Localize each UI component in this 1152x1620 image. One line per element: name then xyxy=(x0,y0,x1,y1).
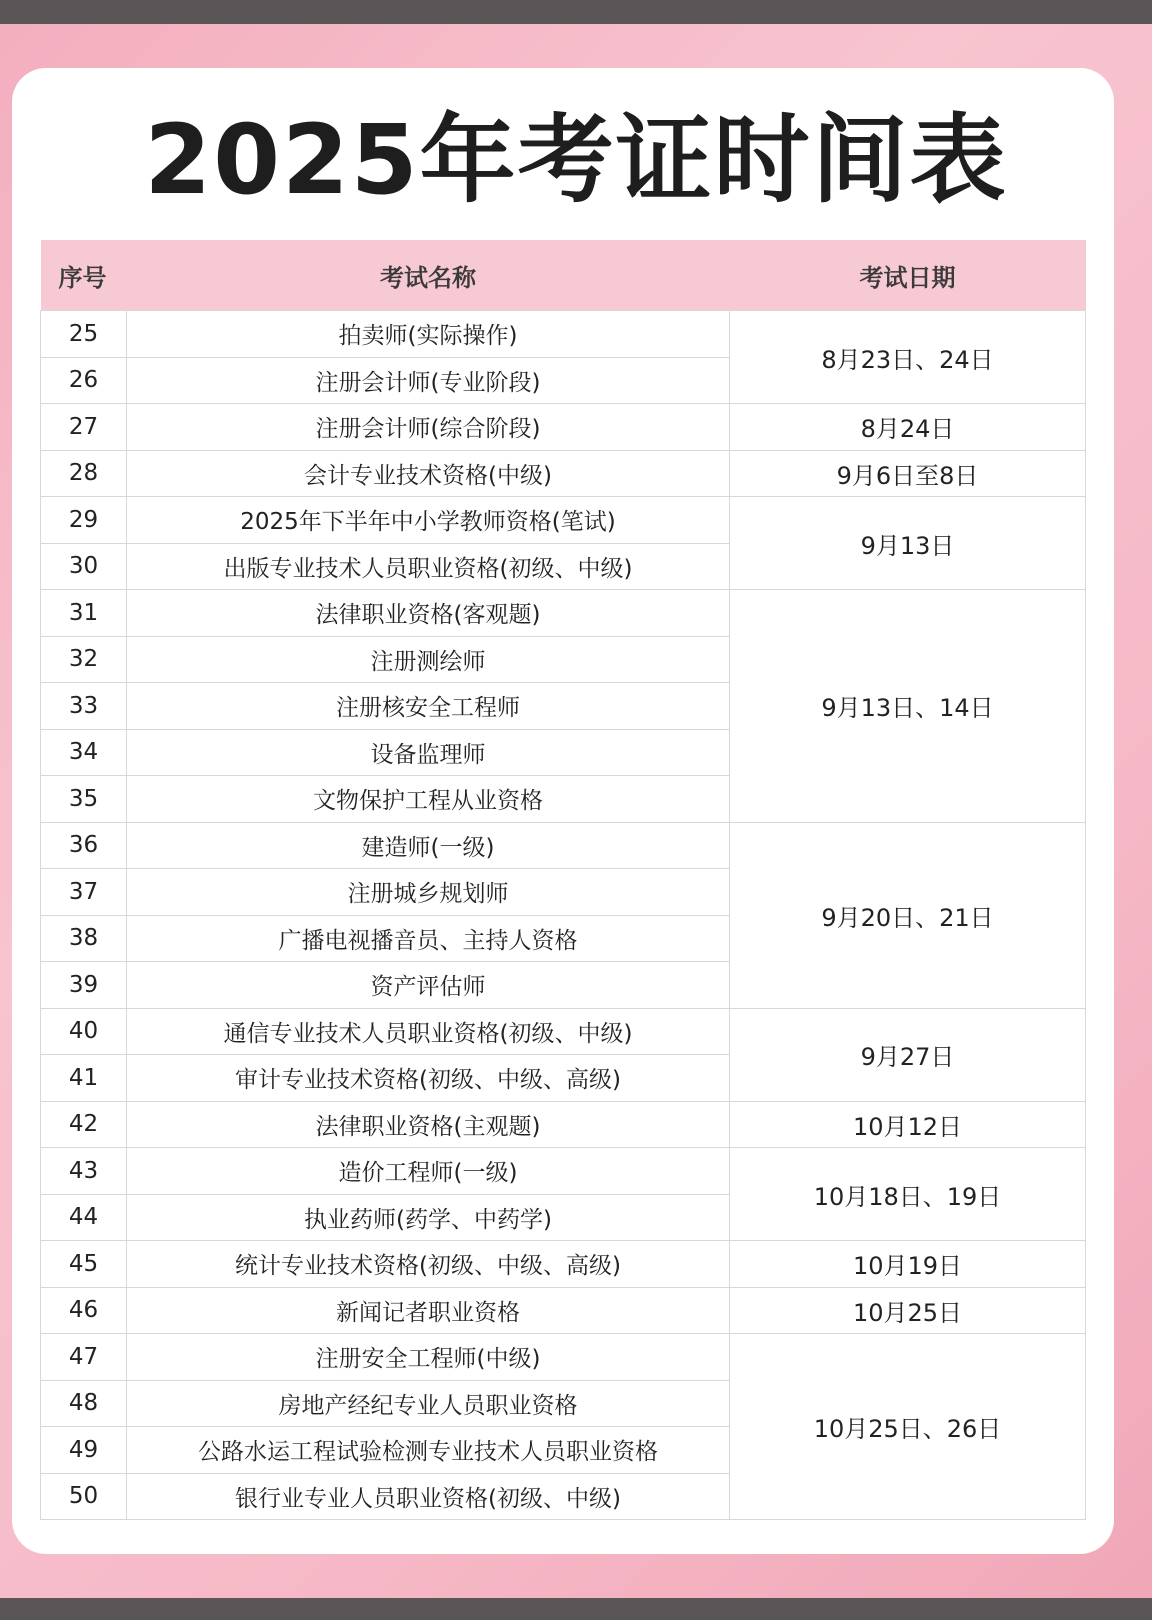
row-number: 42 xyxy=(41,1101,127,1148)
exam-date: 10月12日 xyxy=(730,1101,1086,1148)
table-row xyxy=(41,404,1086,451)
row-number: 37 xyxy=(41,869,127,916)
exam-name: 建造师(一级) xyxy=(127,822,730,869)
exam-date: 9月13日 xyxy=(730,497,1086,590)
bottom-frame-bar xyxy=(0,1598,1152,1620)
row-number: 36 xyxy=(41,822,127,869)
exam-name: 出版专业技术人员职业资格(初级、中级) xyxy=(127,543,730,590)
exam-name: 审计专业技术资格(初级、中级、高级) xyxy=(127,1055,730,1102)
row-number: 41 xyxy=(41,1055,127,1102)
header-exam-date: 考试日期 xyxy=(730,240,1086,311)
table-body xyxy=(41,311,1086,1520)
header-number: 序号 xyxy=(41,240,127,311)
row-number: 43 xyxy=(41,1148,127,1195)
page-title: 2025年考证时间表 xyxy=(144,104,1008,216)
top-frame-bar xyxy=(0,0,1152,24)
row-number: 47 xyxy=(41,1334,127,1381)
table-row xyxy=(41,311,1086,358)
table-header-row xyxy=(41,240,1086,311)
exam-name: 银行业专业人员职业资格(初级、中级) xyxy=(127,1473,730,1520)
exam-date: 8月24日 xyxy=(730,404,1086,451)
exam-name: 广播电视播音员、主持人资格 xyxy=(127,915,730,962)
exam-name: 拍卖师(实际操作) xyxy=(127,311,730,358)
row-number: 30 xyxy=(41,543,127,590)
exam-name: 通信专业技术人员职业资格(初级、中级) xyxy=(127,1008,730,1055)
exam-name: 法律职业资格(客观题) xyxy=(127,590,730,637)
table-row xyxy=(41,1241,1086,1288)
row-number: 35 xyxy=(41,776,127,823)
schedule-table-container xyxy=(40,240,1085,1520)
exam-date: 10月19日 xyxy=(730,1241,1086,1288)
table-row xyxy=(41,1101,1086,1148)
table-row xyxy=(41,590,1086,637)
exam-name: 公路水运工程试验检测专业技术人员职业资格 xyxy=(127,1427,730,1474)
table-row xyxy=(41,822,1086,869)
exam-name: 注册会计师(综合阶段) xyxy=(127,404,730,451)
exam-name: 文物保护工程从业资格 xyxy=(127,776,730,823)
table-row xyxy=(41,1148,1086,1195)
exam-date: 10月25日、26日 xyxy=(730,1334,1086,1520)
row-number: 38 xyxy=(41,915,127,962)
table-row xyxy=(41,1334,1086,1381)
exam-name: 2025年下半年中小学教师资格(笔试) xyxy=(127,497,730,544)
exam-date: 9月13日、14日 xyxy=(730,590,1086,823)
table-row xyxy=(41,1287,1086,1334)
exam-date: 9月27日 xyxy=(730,1008,1086,1101)
row-number: 44 xyxy=(41,1194,127,1241)
table-row xyxy=(41,1008,1086,1055)
row-number: 25 xyxy=(41,311,127,358)
row-number: 31 xyxy=(41,590,127,637)
exam-date: 10月18日、19日 xyxy=(730,1148,1086,1241)
exam-name: 资产评估师 xyxy=(127,962,730,1009)
row-number: 39 xyxy=(41,962,127,1009)
exam-name: 造价工程师(一级) xyxy=(127,1148,730,1195)
table-row xyxy=(41,497,1086,544)
exam-date: 8月23日、24日 xyxy=(730,311,1086,404)
exam-name: 注册安全工程师(中级) xyxy=(127,1334,730,1381)
row-number: 33 xyxy=(41,683,127,730)
row-number: 45 xyxy=(41,1241,127,1288)
exam-name: 法律职业资格(主观题) xyxy=(127,1101,730,1148)
row-number: 32 xyxy=(41,636,127,683)
row-number: 40 xyxy=(41,1008,127,1055)
exam-date: 10月25日 xyxy=(730,1287,1086,1334)
exam-schedule-table xyxy=(40,240,1086,1520)
table-row xyxy=(41,450,1086,497)
exam-name: 会计专业技术资格(中级) xyxy=(127,450,730,497)
exam-name: 设备监理师 xyxy=(127,729,730,776)
row-number: 26 xyxy=(41,357,127,404)
exam-date: 9月6日至8日 xyxy=(730,450,1086,497)
row-number: 28 xyxy=(41,450,127,497)
exam-name: 注册测绘师 xyxy=(127,636,730,683)
row-number: 50 xyxy=(41,1473,127,1520)
row-number: 48 xyxy=(41,1380,127,1427)
row-number: 29 xyxy=(41,497,127,544)
exam-name: 注册城乡规划师 xyxy=(127,869,730,916)
exam-name: 执业药师(药学、中药学) xyxy=(127,1194,730,1241)
exam-date: 9月20日、21日 xyxy=(730,822,1086,1008)
row-number: 27 xyxy=(41,404,127,451)
row-number: 46 xyxy=(41,1287,127,1334)
exam-name: 注册会计师(专业阶段) xyxy=(127,357,730,404)
header-exam-name: 考试名称 xyxy=(127,240,730,311)
row-number: 49 xyxy=(41,1427,127,1474)
row-number: 34 xyxy=(41,729,127,776)
exam-name: 新闻记者职业资格 xyxy=(127,1287,730,1334)
exam-name: 注册核安全工程师 xyxy=(127,683,730,730)
exam-name: 统计专业技术资格(初级、中级、高级) xyxy=(127,1241,730,1288)
exam-name: 房地产经纪专业人员职业资格 xyxy=(127,1380,730,1427)
